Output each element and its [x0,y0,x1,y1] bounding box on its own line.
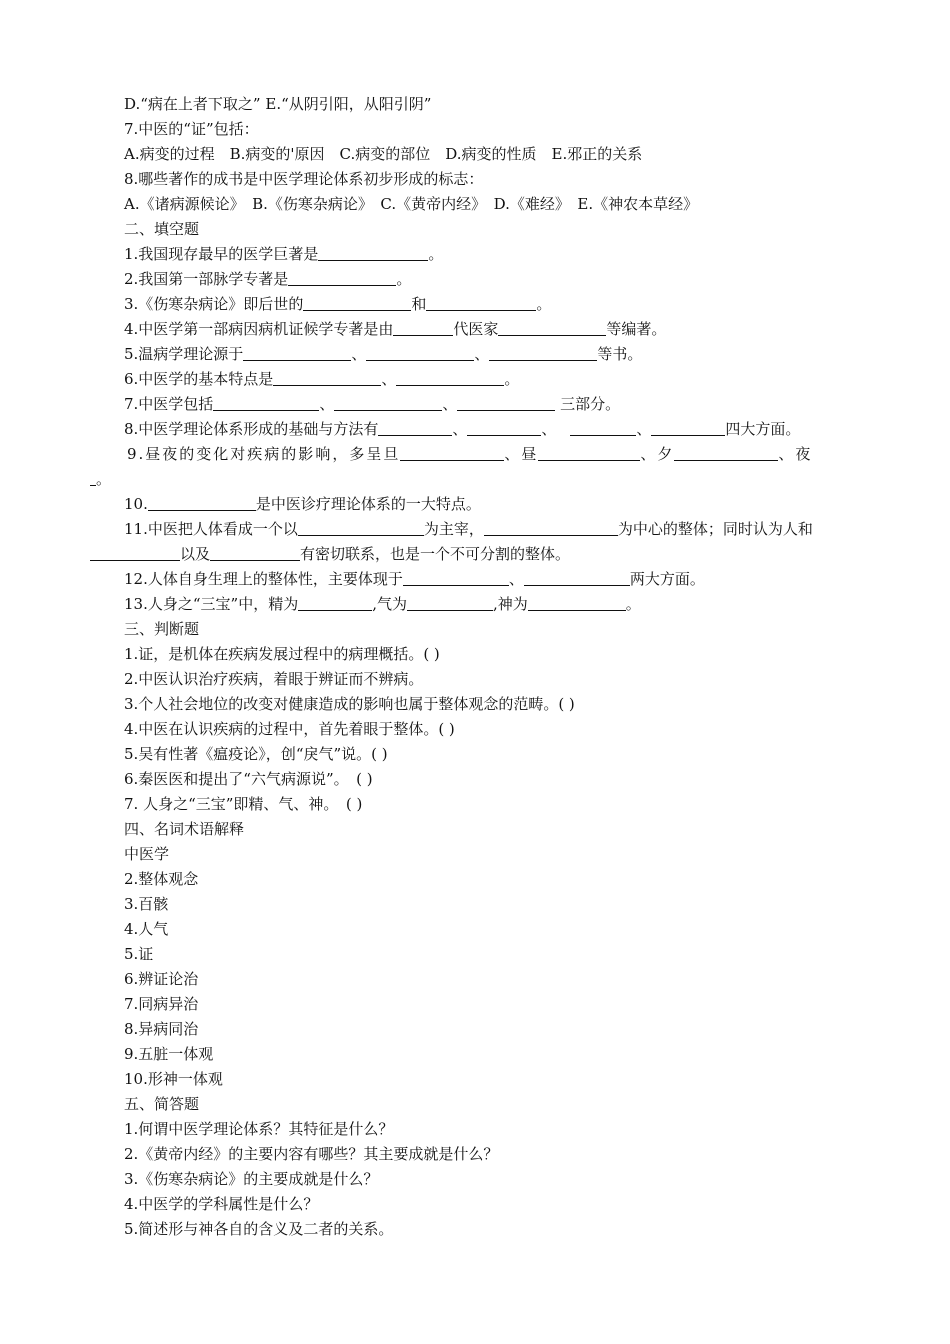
term-item-6: 6.辨证论治 [124,970,199,988]
fill-question-8: 8.中医学理论体系形成的基础与方法有 、 、 、 四大方面。 [124,420,801,438]
answer-blank[interactable] [298,596,372,611]
fill-question-9: 9.昼夜的变化对疾病的影响，多呈旦 、昼 、夕 、夜 [127,445,813,463]
judge-item-5: 5.吴有性著《瘟疫论》，创“戾气”说。( ) [124,745,388,763]
answer-blank[interactable] [273,371,381,386]
answer-blank[interactable] [303,296,411,311]
fill-question-11-continued: 以及 有密切联系，也是一个不可分割的整体。 [90,544,570,564]
answer-blank[interactable] [651,421,725,436]
answer-blank[interactable] [457,396,555,411]
answer-blank[interactable] [396,371,504,386]
answer-blank[interactable] [407,596,493,611]
answer-blank[interactable] [378,421,452,436]
answer-blank[interactable] [403,571,509,586]
answer-blank[interactable] [570,421,636,436]
judge-item-1: 1.证，是机体在疾病发展过程中的病理概括。( ) [124,645,440,663]
fill-question-4: 4.中医学第一部病因病机证候学专著是由 代医家 等编著。 [124,320,667,338]
term-item-4: 4.人气 [124,920,169,938]
answer-blank[interactable] [524,571,630,586]
answer-blank[interactable] [393,321,453,336]
section-heading-true-false: 三、判断题 [124,620,200,638]
answer-blank[interactable] [498,321,606,336]
answer-blank[interactable] [334,396,442,411]
answer-blank[interactable] [400,446,504,461]
question-7-options: A.病变的过程 B.病变的'原因 C.病变的部位 D.病变的性质 E.邪正的关系 [124,145,643,163]
answer-blank[interactable] [210,546,300,561]
question-7: 7.中医的“证”包括： [124,120,259,138]
term-item-5: 5.证 [124,945,154,963]
answer-blank[interactable] [489,346,597,361]
answer-blank[interactable] [288,271,396,286]
short-question-1: 1.何谓中医学理论体系？其特征是什么？ [124,1120,394,1138]
section-heading-short-answer: 五、简答题 [124,1095,200,1113]
judge-item-3: 3.个人社会地位的改变对健康造成的影响也属于整体观念的范畴。( ) [124,695,575,713]
fill-question-9-continued: 。 [90,469,111,489]
fill-question-13: 13.人身之“三宝”中，精为 ,气为 ,神为 。 [124,595,641,613]
judge-item-4: 4.中医在认识疾病的过程中，首先着眼于整体。( ) [124,720,455,738]
fill-question-6: 6.中医学的基本特点是 、 。 [124,370,520,388]
short-question-5: 5.简述形与神各自的含义及二者的关系。 [124,1220,394,1238]
term-item-2: 2.整体观念 [124,870,199,888]
answer-blank[interactable] [467,421,541,436]
answer-blank[interactable] [426,296,536,311]
short-question-4: 4.中医学的学科属性是什么？ [124,1195,319,1213]
question-8: 8.哪些著作的成书是中医学理论体系初步形成的标志： [124,170,484,188]
judge-item-7: 7. 人身之“三宝”即精、气、神。 ( ) [124,795,363,813]
answer-blank[interactable] [298,521,424,536]
judge-item-6: 6.秦医医和提出了“六气病源说”。 ( ) [124,770,373,788]
section-heading-fill-in: 二、填空题 [124,220,200,238]
answer-blank[interactable] [90,546,180,561]
fill-question-12: 12.人体自身生理上的整体性，主要体现于 、 两大方面。 [124,570,705,588]
term-item-1: 中医学 [124,845,170,863]
term-item-9: 9.五脏一体观 [124,1045,214,1063]
fill-question-5: 5.温病学理论源于 、 、 等书。 [124,345,643,363]
section-heading-terms: 四、名词术语解释 [124,820,245,838]
short-question-2: 2.《黄帝内经》的主要内容有哪些？其主要成就是什么？ [124,1145,499,1163]
short-question-3: 3.《伤寒杂病论》的主要成就是什么？ [124,1170,379,1188]
fill-question-1: 1.我国现存最早的医学巨著是 。 [124,245,444,263]
term-item-7: 7.同病异治 [124,995,199,1013]
answer-blank[interactable] [538,446,640,461]
answer-blank[interactable] [366,346,474,361]
answer-blank[interactable] [674,446,778,461]
fill-question-7: 7.中医学包括 、 、 三部分。 [124,395,621,413]
answer-blank[interactable] [528,596,626,611]
term-item-8: 8.异病同治 [124,1020,199,1038]
fill-question-2: 2.我国第一部脉学专著是 。 [124,270,412,288]
answer-blank[interactable] [318,246,428,261]
answer-blank[interactable] [213,396,319,411]
question-8-options: A.《诸病源候论》 B.《伤寒杂病论》 C.《黄帝内经》 D.《难经》 E.《神农本草经》 [124,195,699,213]
option-line-d-e: D.“病在上者下取之” E.“从阴引阳，从阳引阴” [124,95,432,113]
answer-blank[interactable] [484,521,618,536]
answer-blank[interactable] [243,346,351,361]
judge-item-2: 2.中医认识治疗疾病，着眼于辨证而不辨病。 [124,670,424,688]
fill-question-3: 3.《伤寒杂病论》即后世的 和 。 [124,295,552,313]
fill-question-11: 11.中医把人体看成一个以 为主宰， 为中心的整体；同时认为人和 [124,520,813,538]
fill-question-10: 10. 是中医诊疗理论体系的一大特点。 [124,495,481,513]
answer-blank[interactable] [148,496,256,511]
term-item-10: 10.形神一体观 [124,1070,223,1088]
term-item-3: 3.百骸 [124,895,169,913]
